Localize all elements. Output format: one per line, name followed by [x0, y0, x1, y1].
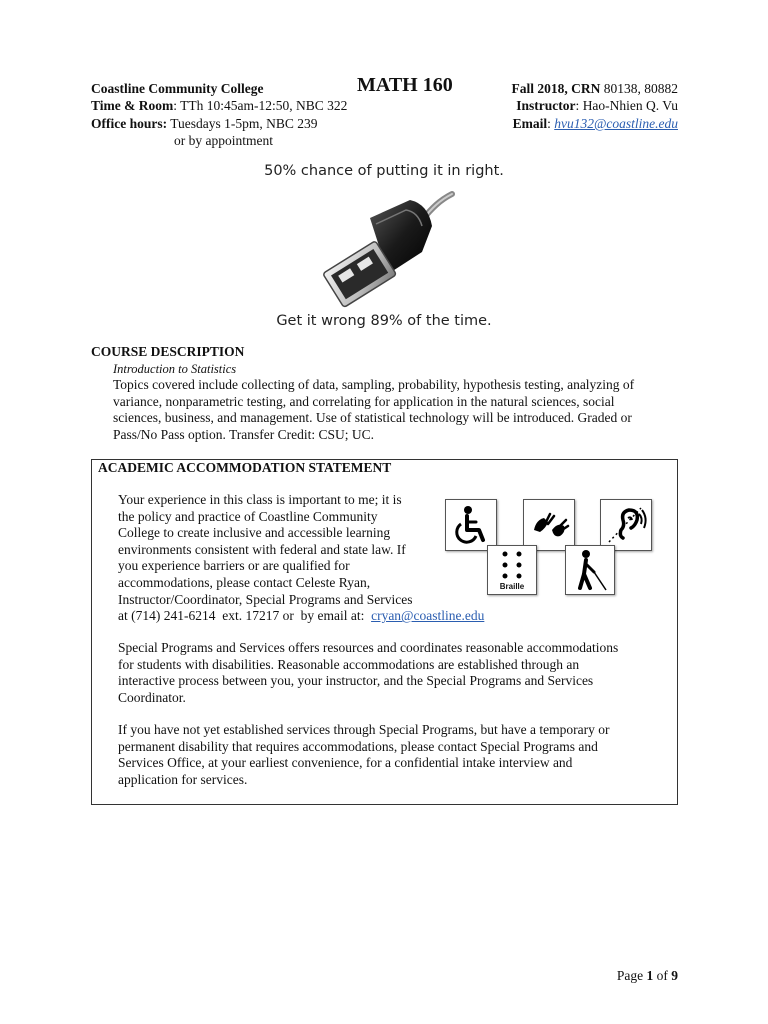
para1-line: College to create inclusive and accessible learning [118, 525, 391, 541]
para1-line: Instructor/Coordinator, Special Programs and Services [118, 591, 413, 607]
course-description-text [113, 377, 673, 443]
instructor-email-link[interactable]: hvu132@coastline.edu [554, 116, 678, 131]
page-indicator: Page 1 of 9 [616, 968, 678, 983]
email-line: Email: hvu132@coastline.edu [512, 116, 678, 131]
description-line: variance, nonparametric testing, and correlating for application in the natural sciences, social [113, 393, 615, 409]
description-line: sciences, business, and management. Use of statistical technology will be introduced. Graded or [113, 410, 632, 426]
accommodation-para1 [118, 492, 484, 625]
braille-label: Braille [499, 582, 525, 591]
para1-line: the policy and practice of Coastline Community [118, 508, 378, 524]
meme-top-text: 50% chance of putting it in right. [264, 163, 504, 179]
accommodation-heading: ACADEMIC ACCOMMODATION STATEMENT [98, 460, 392, 475]
wheelchair-icon [445, 499, 497, 551]
para2-line: for students with disabilities. Reasonable accommodations are established through an [118, 656, 580, 672]
para1-line: environments consistent with federal and state law. If [118, 541, 406, 557]
sign-language-icon [523, 499, 575, 551]
para2-line: Special Programs and Services offers resources and coordinates reasonable accommodations [118, 640, 619, 655]
office-hours: Office hours: Tuesdays 1-5pm, NBC 239 [91, 116, 318, 131]
description-line: Pass/No Pass option. Transfer Credit: CSU; UC. [113, 426, 375, 442]
para3-line: permanent disability that requires accommodations, please contact Special Programs and [118, 738, 598, 754]
time-room: Time & Room: TTh 10:45am-12:50, NBC 322 [91, 98, 348, 113]
instructor: Instructor: Hao-Nhien Q. Vu [516, 98, 678, 113]
para1-line: you experience barriers or are qualified for [118, 558, 350, 574]
course-code: MATH 160 [357, 74, 453, 96]
term-crn: Fall 2018, CRN 80138, 80882 [511, 81, 678, 96]
para3-line: Services Office, at your earliest convenience, for a confidential intake interview and [118, 755, 573, 771]
para2-line: interactive process between you, your instructor, and the Special Programs and Services [118, 673, 594, 689]
blind-cane-icon [565, 545, 615, 595]
accommodation-para2 [118, 640, 618, 706]
usb-plug-image [310, 190, 460, 310]
braille-icon [487, 545, 537, 595]
accommodation-para3 [118, 722, 609, 788]
description-line: Topics covered include collecting of data, sampling, probability, hypothesis testing, analyzing of [113, 377, 635, 392]
para1-line: accommodations, please contact Celeste Ryan, [118, 574, 371, 590]
office-hours-extra: or by appointment [174, 133, 273, 148]
para3-line: application for services. [118, 771, 248, 787]
meme-bottom-text: Get it wrong 89% of the time. [276, 313, 492, 329]
course-description-heading: COURSE DESCRIPTION [91, 344, 245, 359]
coordinator-email-link[interactable]: cryan@coastline.edu [371, 608, 485, 624]
para1-contact-line: at (714) 241-6214 ext. 17217 or by email at: cryan@coastline.edu [118, 608, 485, 624]
hearing-icon [600, 499, 652, 551]
para2-line: Coordinator. [118, 689, 186, 705]
course-subtitle: Introduction to Statistics [113, 362, 237, 376]
para1-line: Your experience in this class is important to me; it is [118, 492, 402, 507]
college-name: Coastline Community College [91, 81, 264, 96]
para3-line: If you have not yet established services through Special Programs, but have a temporary or [118, 722, 610, 737]
